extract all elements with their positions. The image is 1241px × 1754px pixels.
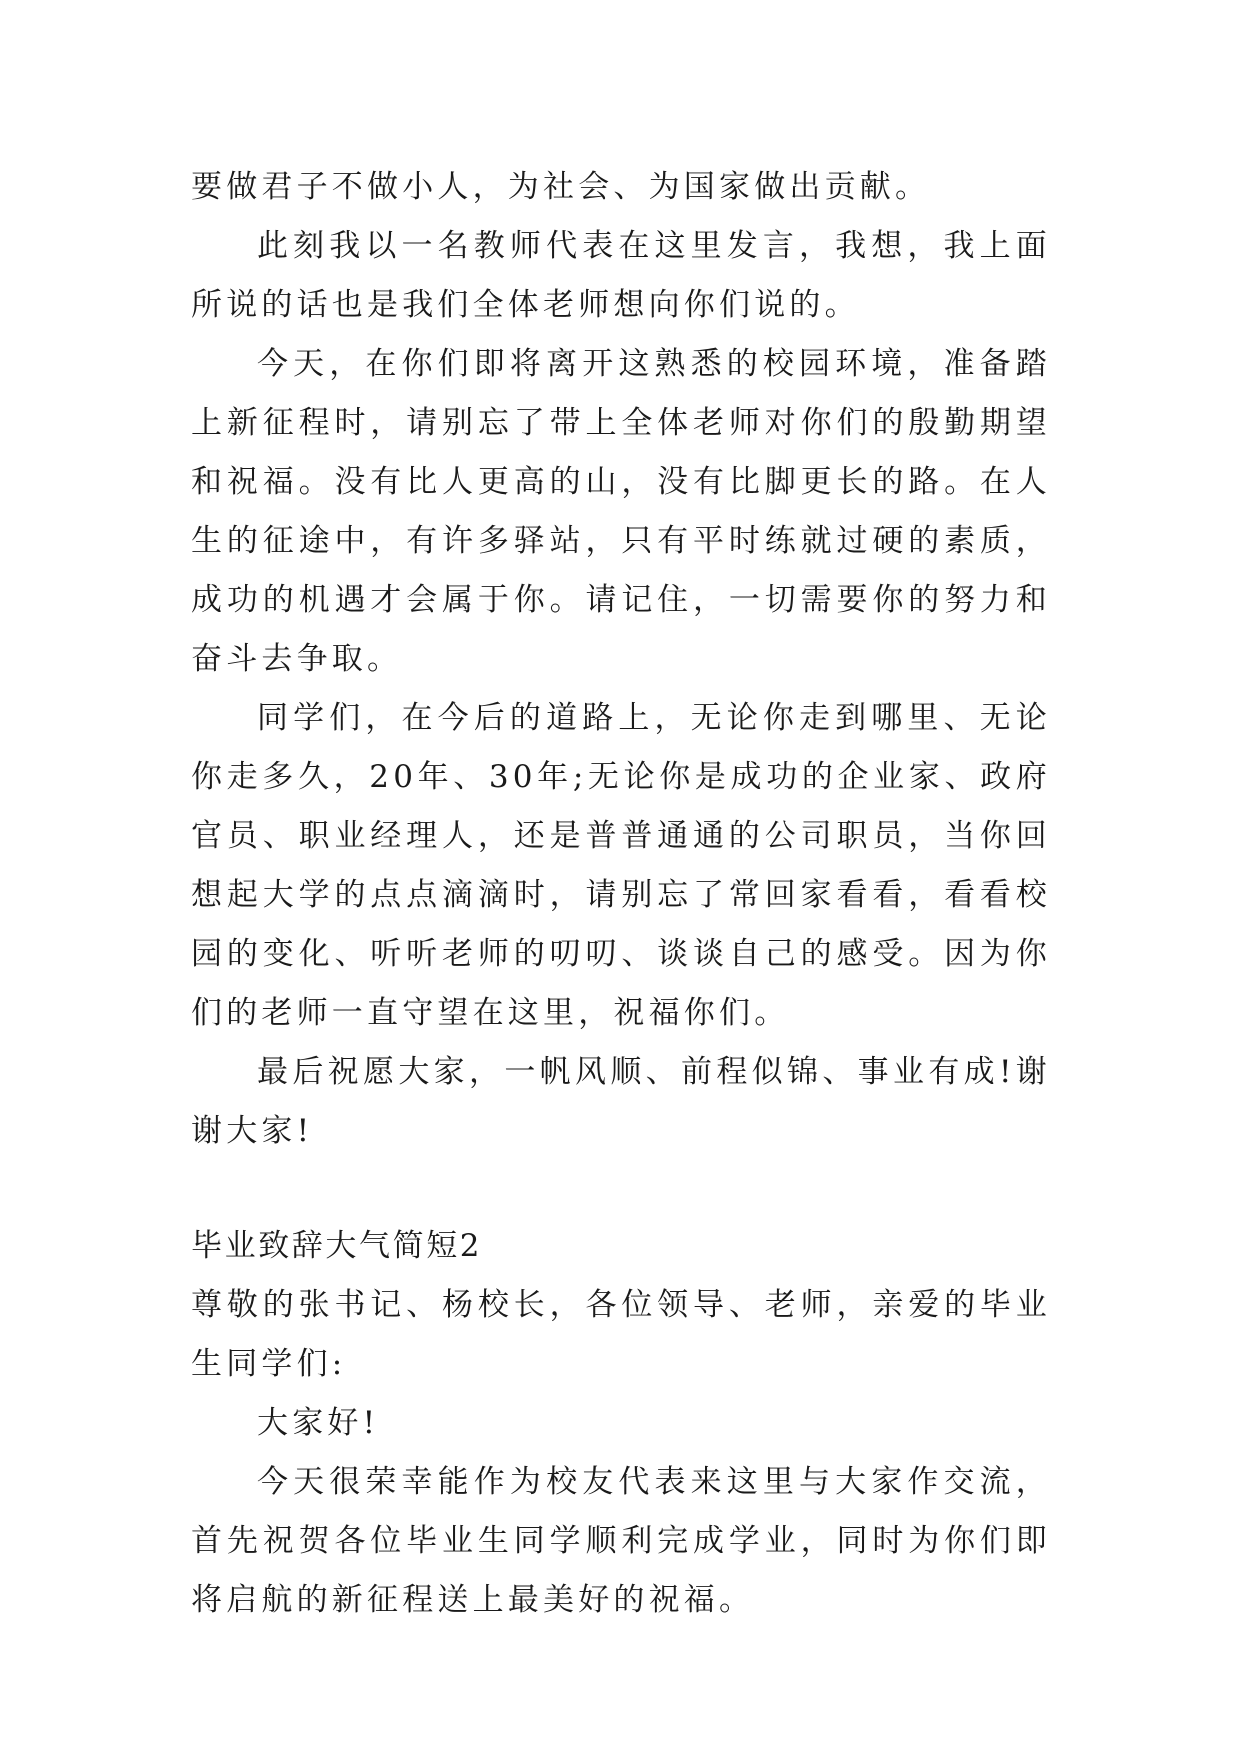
paragraph: 今天，在你们即将离开这熟悉的校园环境，准备踏上新征程时，请别忘了带上全体老师对你们的殷勤期望和祝福。没有比人更高的山，没有比脚更长的路。在人生的征途中，有许多驿站，只有平时练就过硬的素质，成功的机遇才会属于你。请记住，一切需要你的努力和奋斗去争取。 [191,346,1051,677]
paragraph: 尊敬的张书记、杨校长，各位领导、老师，亲爱的毕业生同学们: [191,1287,1051,1382]
document-body [191,158,1051,1630]
paragraph: 此刻我以一名教师代表在这里发言，我想，我上面所说的话也是我们全体老师想向你们说的。 [191,228,1051,323]
paragraph: 最后祝愿大家，一帆风顺、前程似锦、事业有成!谢谢大家! [191,1054,1051,1149]
paragraph: 今天很荣幸能作为校友代表来这里与大家作交流，首先祝贺各位毕业生同学顺利完成学业，同时为你们即将启航的新征程送上最美好的祝福。 [191,1464,1051,1618]
paragraph: 同学们，在今后的道路上，无论你走到哪里、无论你走多久，20年、30年;无论你是成功的企业家、政府官员、职业经理人，还是普普通通的公司职员，当你回想起大学的点点滴滴时，请别忘了常回家看看，看看校园的变化、听听老师的叨叨、谈谈自己的感受。因为你们的老师一直守望在这里，祝福你们。 [191,700,1051,1031]
paragraph: 大家好! [257,1405,380,1441]
paragraph: 要做君子不做小人，为社会、为国家做出贡献。 [191,169,931,205]
section-title: 毕业致辞大气简短2 [191,1228,483,1264]
